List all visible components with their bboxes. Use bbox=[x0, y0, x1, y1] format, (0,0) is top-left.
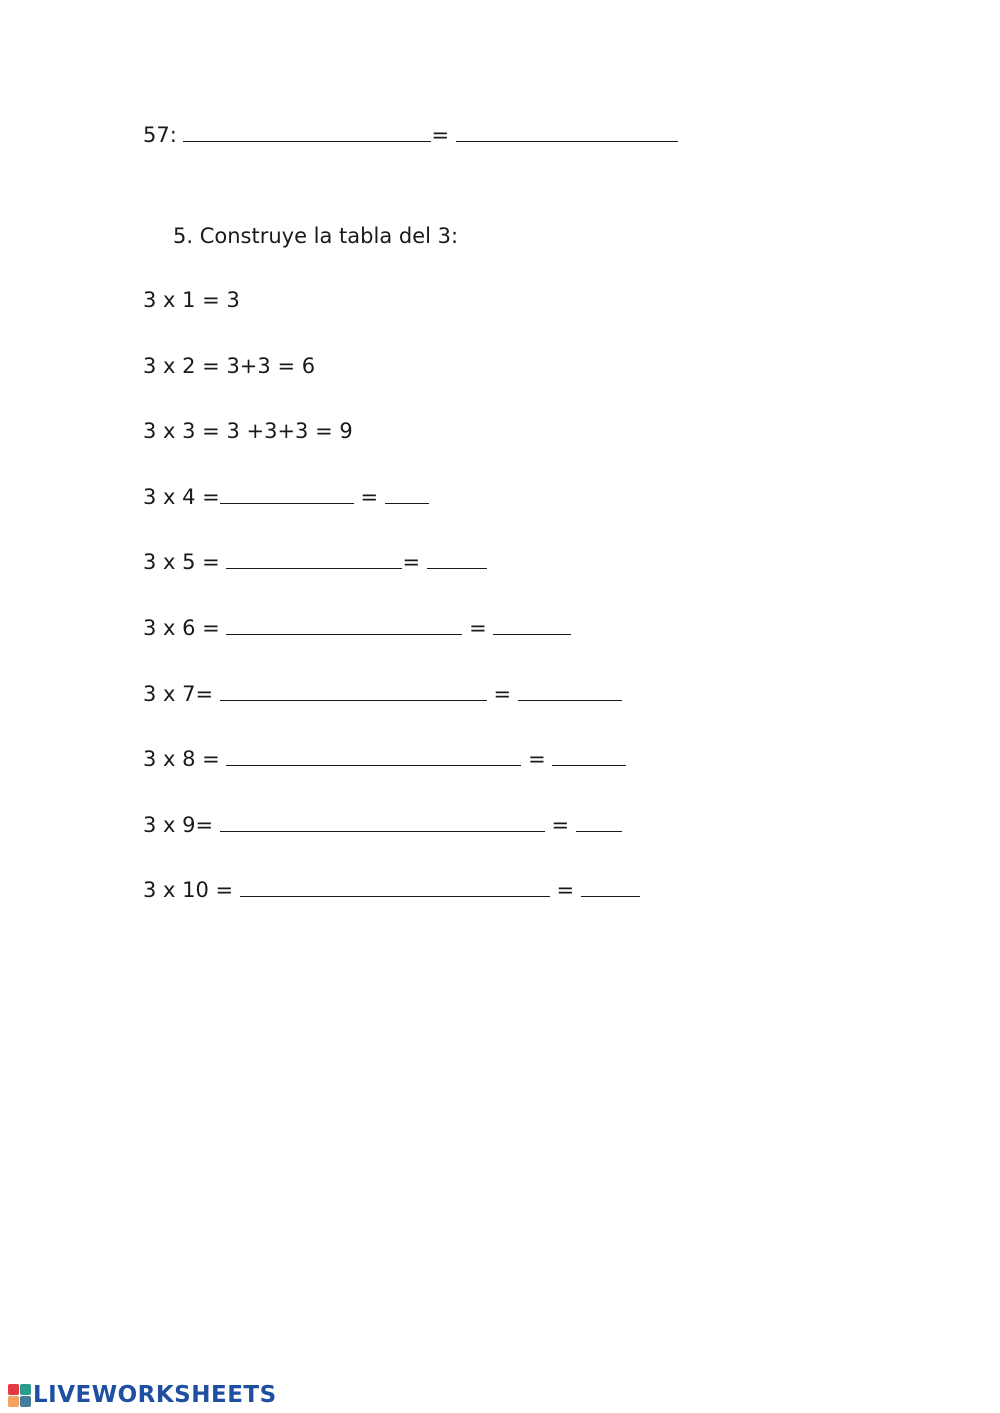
row-9-result-blank[interactable] bbox=[576, 811, 622, 832]
table-row-1: 3 x 1 = 3 bbox=[143, 288, 240, 312]
row-10-result-blank[interactable] bbox=[581, 876, 640, 897]
table-row-4 bbox=[143, 483, 429, 511]
row-9-sum-blank[interactable] bbox=[220, 811, 545, 832]
row-8-equals: = bbox=[521, 747, 553, 771]
row-6-sum-blank[interactable] bbox=[226, 614, 462, 635]
row-4-sum-blank[interactable] bbox=[220, 483, 354, 504]
division-57-label: 57: bbox=[143, 123, 177, 147]
liveworksheets-footer bbox=[8, 1381, 277, 1409]
table-row-6 bbox=[143, 614, 571, 642]
row-9-label: 3 x 9= bbox=[143, 813, 220, 837]
table-row-3: 3 x 3 = 3 +3+3 = 9 bbox=[143, 419, 353, 443]
row-10-sum-blank[interactable] bbox=[240, 876, 550, 897]
row-4-equals: = bbox=[353, 485, 385, 509]
row-7-label: 3 x 7= bbox=[143, 682, 220, 706]
row-10-equals: = bbox=[549, 878, 581, 902]
table-row-10 bbox=[143, 876, 640, 904]
row-5-result-blank[interactable] bbox=[427, 548, 487, 569]
division-57-operation-blank[interactable] bbox=[183, 121, 431, 142]
table-row-8 bbox=[143, 745, 626, 773]
division-57-line bbox=[143, 121, 678, 149]
row-5-sum-blank[interactable] bbox=[226, 548, 402, 569]
exercise-5-heading: 5. Construye la tabla del 3: bbox=[173, 224, 459, 248]
row-5-label: 3 x 5 = bbox=[143, 550, 227, 574]
row-10-label: 3 x 10 = bbox=[143, 878, 240, 902]
row-9-equals: = bbox=[544, 813, 576, 837]
row-4-result-blank[interactable] bbox=[385, 483, 429, 504]
row-7-equals: = bbox=[486, 682, 518, 706]
row-7-result-blank[interactable] bbox=[518, 680, 622, 701]
division-57-equals: = bbox=[431, 123, 450, 147]
table-row-2: 3 x 2 = 3+3 = 6 bbox=[143, 354, 316, 378]
table-row-7 bbox=[143, 680, 622, 708]
row-4-label: 3 x 4 = bbox=[143, 485, 220, 509]
liveworksheets-logo-icon bbox=[8, 1384, 31, 1407]
row-6-label: 3 x 6 = bbox=[143, 616, 227, 640]
row-8-result-blank[interactable] bbox=[552, 745, 626, 766]
division-57-result-blank[interactable] bbox=[456, 121, 678, 142]
row-6-equals: = bbox=[462, 616, 494, 640]
row-7-sum-blank[interactable] bbox=[220, 680, 487, 701]
row-5-equals: = bbox=[402, 550, 427, 574]
row-8-sum-blank[interactable] bbox=[226, 745, 521, 766]
row-8-label: 3 x 8 = bbox=[143, 747, 227, 771]
row-6-result-blank[interactable] bbox=[493, 614, 571, 635]
table-row-5 bbox=[143, 548, 487, 576]
liveworksheets-brand: LIVEWORKSHEETS bbox=[33, 1382, 277, 1408]
table-row-9 bbox=[143, 811, 622, 839]
